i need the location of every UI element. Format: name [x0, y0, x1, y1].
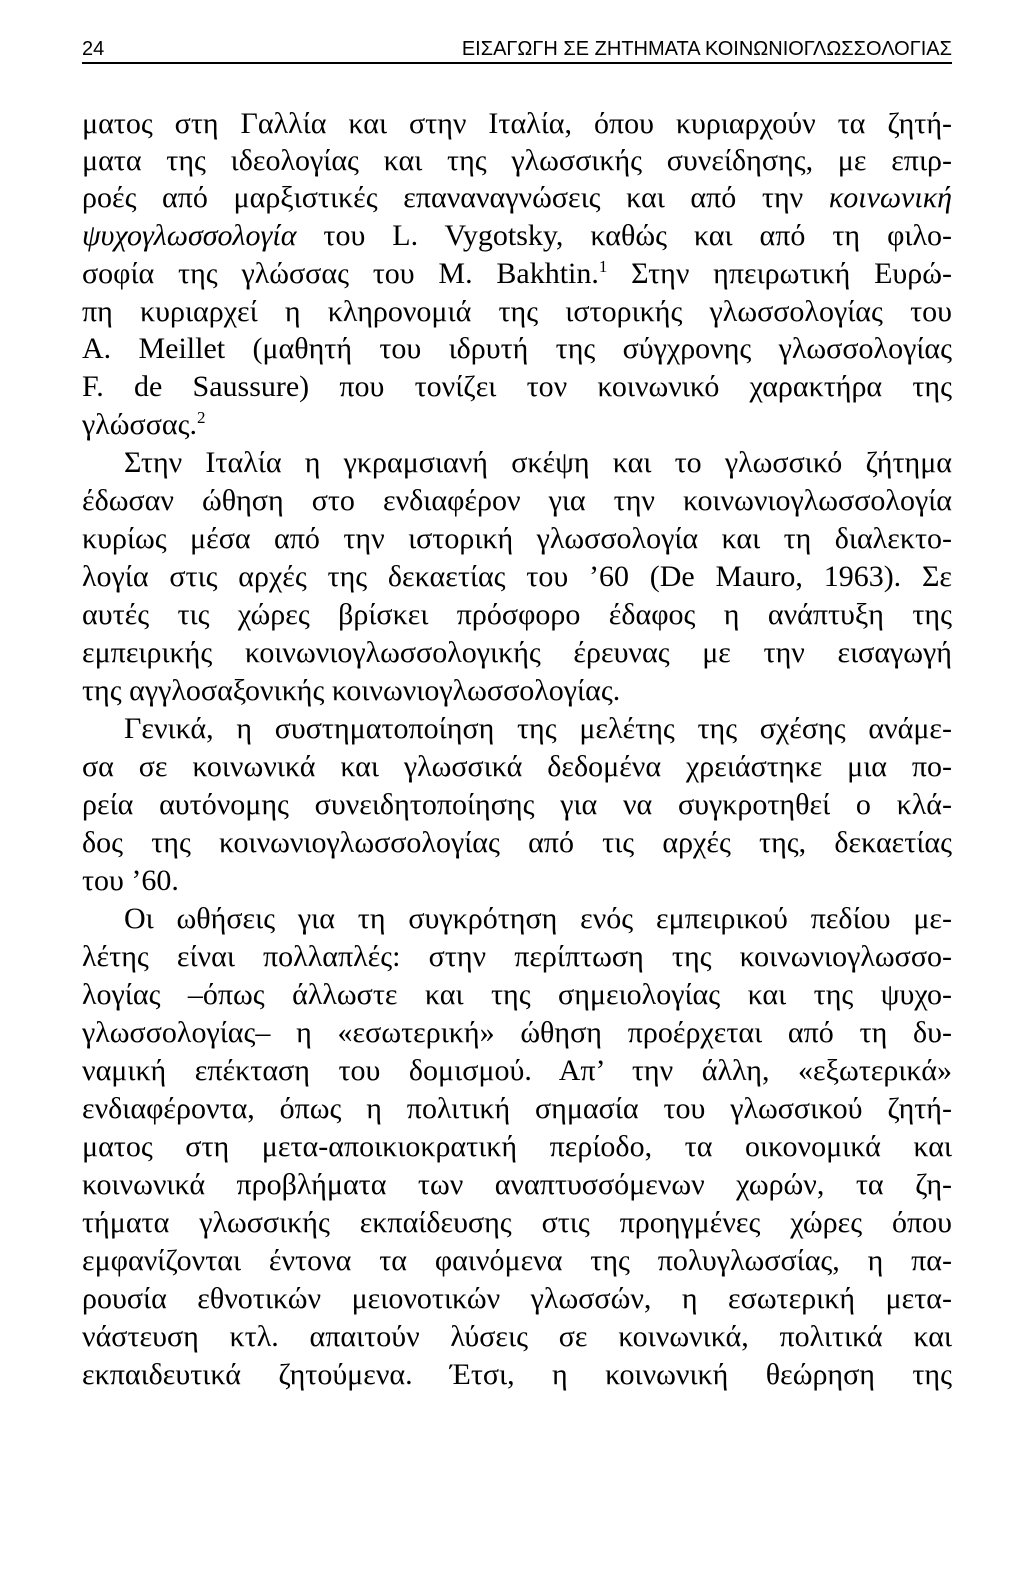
- italic-term: κοινωνική: [828, 181, 952, 214]
- text-line: A. Meillet (μαθητή του ιδρυτή της σύγχρονης γλωσσολογίας: [82, 332, 952, 365]
- footnote-marker: 2: [197, 408, 206, 427]
- text-line: ενδιαφέροντα, όπως η πολιτική σημασία του γλωσσικού ζητή-: [82, 1092, 952, 1125]
- text-line: ρουσία εθνοτικών μειονοτικών γλωσσών, η εσωτερική μετα-: [82, 1282, 952, 1315]
- text-line: εμφανίζονται έντονα τα φαινόμενα της πολυγλωσσίας, η πα-: [82, 1244, 952, 1277]
- text-run: του L. Vygotsky, καθώς και από τη φιλο-: [296, 219, 952, 252]
- page-number: 24: [82, 38, 105, 60]
- text-line: [82, 180, 952, 220]
- text-run: σοφία της γλώσσας του M. Bakhtin.: [82, 257, 599, 290]
- text-line: F. de Saussure) που τονίζει τον κοινωνικό χαρακτήρα της: [82, 370, 952, 403]
- text-run: γλώσσας.: [82, 408, 197, 441]
- text-line: [82, 256, 952, 296]
- text-line: εμπειρικής κοινωνιογλωσσολογικής έρευνας με την εισαγωγή: [82, 636, 952, 669]
- text-line: λέτης είναι πολλαπλές: στην περίπτωση της κοινωνιογλωσσο-: [82, 940, 952, 973]
- text-line: ματα της ιδεολογίας και της γλωσσικής συνείδησης, με επιρ-: [82, 144, 952, 177]
- text-line: Οι ωθήσεις για τη συγκρότηση ενός εμπειρικού πεδίου με-: [124, 902, 952, 935]
- text-line: εκπαιδευτικά ζητούμενα. Έτσι, η κοινωνική θεώρηση της: [82, 1358, 952, 1391]
- text-line: ματος στη μετα-αποικιοκρατική περίοδο, τα οικονομικά και: [82, 1130, 952, 1163]
- text-line: Στην Ιταλία η γκραμσιανή σκέψη και το γλωσσικό ζήτημα: [124, 446, 952, 479]
- text-line: πη κυριαρχεί η κληρονομιά της ιστορικής γλωσσολογίας του: [82, 295, 952, 328]
- text-line: Γενικά, η συστηματοποίηση της μελέτης της σχέσης ανάμε-: [124, 712, 952, 745]
- text-line: κυρίως μέσα από την ιστορική γλωσσολογία και τη διαλεκτο-: [82, 522, 952, 555]
- text-line: δος της κοινωνιογλωσσολογίας από τις αρχές της, δεκαετίας: [82, 826, 952, 859]
- text-line: νάστευση κτλ. απαιτούν λύσεις σε κοινωνικά, πολιτικά και: [82, 1320, 952, 1353]
- text-run: Στην ηπειρωτική Ευρώ-: [607, 257, 952, 290]
- text-line: έδωσαν ώθηση στο ενδιαφέρον για την κοινωνιογλωσσολογία: [82, 484, 952, 517]
- text-line: [82, 218, 952, 258]
- text-line: ρεία αυτόνομης συνειδητοποίησης για να συγκροτηθεί ο κλά-: [82, 788, 952, 821]
- text-line: λογία στις αρχές της δεκαετίας του ’60 (De Mauro, 1963). Σε: [82, 560, 952, 593]
- text-line: τήματα γλωσσικής εκπαίδευσης στις προηγμένες χώρες όπου: [82, 1206, 952, 1239]
- text-line: αυτές τις χώρες βρίσκει πρόσφορο έδαφος η ανάπτυξη της: [82, 598, 952, 631]
- running-head: [82, 38, 952, 64]
- text-line: της αγγλοσαξονικής κοινωνιογλωσσολογίας.: [82, 674, 621, 707]
- italic-term: ψυχογλωσσολογία: [82, 219, 297, 252]
- running-title: ΕΙΣΑΓΩΓΗ ΣΕ ΖΗΤΗΜΑΤΑ ΚΟΙΝΩΝΙΟΓΛΩΣΣΟΛΟΓΙΑΣ: [461, 38, 952, 60]
- text-line: κοινωνικά προβλήματα των αναπτυσσόμενων χωρών, τα ζη-: [82, 1168, 952, 1201]
- text-line: γλωσσολογίας– η «εσωτερική» ώθηση προέρχεται από τη δυ-: [82, 1016, 952, 1049]
- text-line: ναμική επέκταση του δομισμού. Απ’ την άλλη, «εξωτερικά»: [82, 1054, 952, 1087]
- text-line: ματος στη Γαλλία και στην Ιταλία, όπου κυριαρχούν τα ζητή-: [82, 107, 952, 140]
- footnote-marker: 1: [598, 257, 608, 276]
- text-line: [82, 407, 952, 447]
- text-line: λογίας –όπως άλλωστε και της σημειολογίας και της ψυχο-: [82, 978, 952, 1011]
- text-run: ροές από μαρξιστικές επαναναγνώσεις και από την: [82, 181, 829, 214]
- text-line: του ’60.: [82, 864, 179, 897]
- text-line: σα σε κοινωνικά και γλωσσικά δεδομένα χρειάστηκε μια πο-: [82, 750, 952, 783]
